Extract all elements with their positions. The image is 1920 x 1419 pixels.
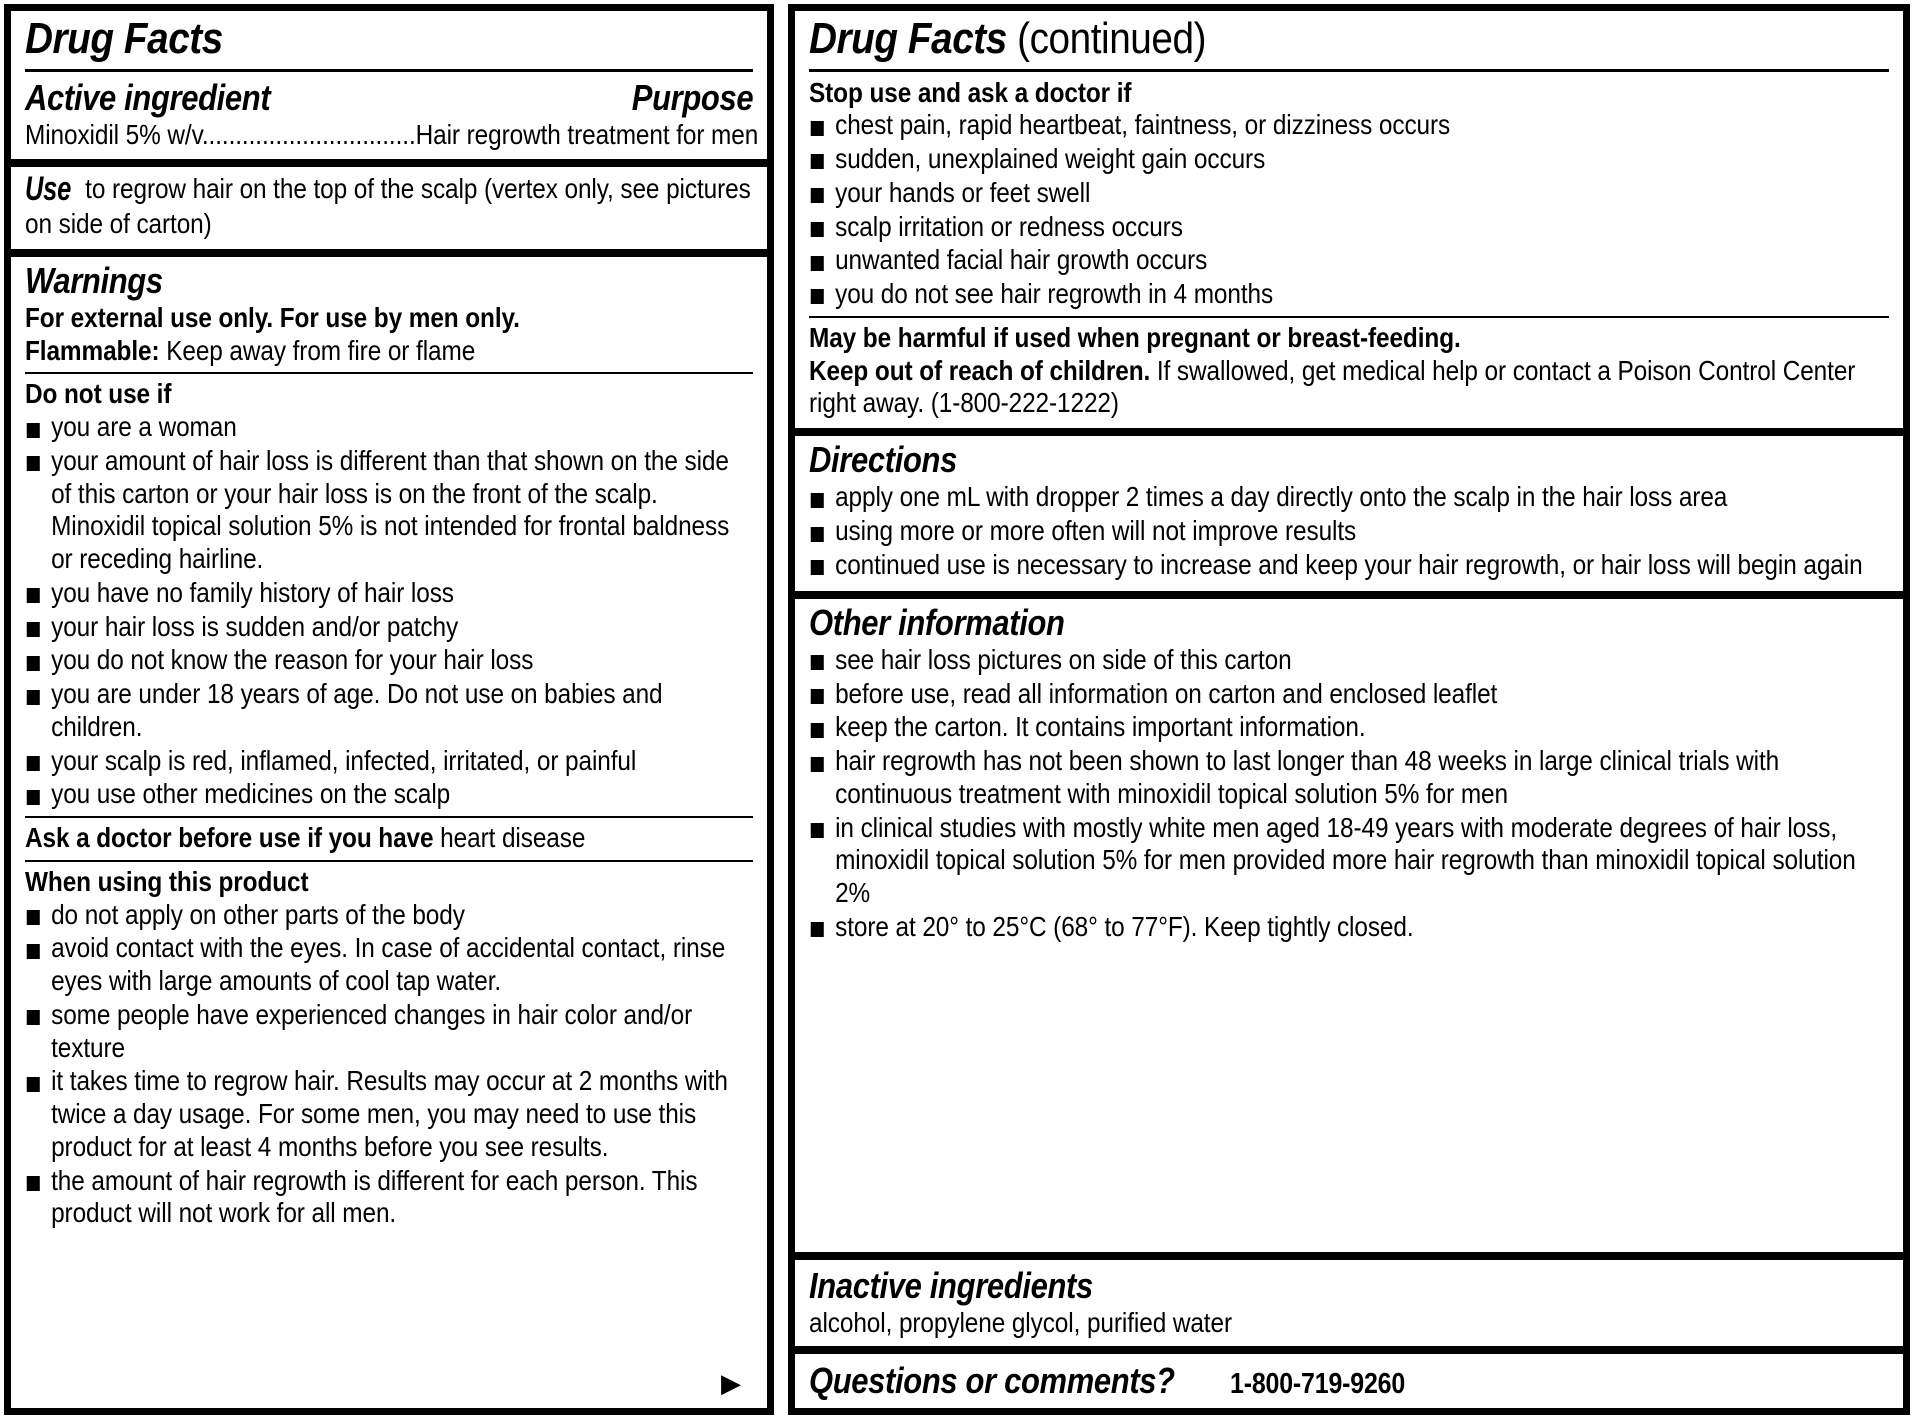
active-ingredient-heading: Active ingredient bbox=[25, 76, 271, 118]
warnings-line-1: For external use only. For use by men only. bbox=[25, 301, 520, 333]
when-using-heading: When using this product bbox=[25, 865, 309, 897]
do-not-use-heading: Do not use if bbox=[25, 378, 172, 410]
keep-out-label: Keep out of reach of children. bbox=[809, 354, 1151, 386]
list-item: scalp irritation or redness occurs bbox=[809, 211, 1889, 244]
panel-questions bbox=[795, 1346, 1903, 1408]
left-column bbox=[4, 4, 774, 1415]
flammable-text: Keep away from fire or flame bbox=[166, 334, 476, 366]
panel-title-stop-use bbox=[795, 11, 1903, 428]
list-item: your hands or feet swell bbox=[809, 177, 1889, 210]
list-item: hair regrowth has not been shown to last longer than 48 weeks in large clinical trials with continuous treatment with minoxidil topical solution 5% for men bbox=[809, 745, 1889, 811]
flammable-label: Flammable: bbox=[25, 334, 160, 366]
use-block bbox=[25, 171, 753, 241]
other-information-heading: Other information bbox=[809, 601, 1065, 643]
page-title-continued-suffix: (continued) bbox=[1006, 14, 1207, 63]
keep-out-text: If swallowed, get medical help or contact a Poison Control Center right away. (1-800-222-1222) bbox=[809, 354, 1856, 419]
active-ingredient-line: Minoxidil 5% w/v................................Hair regrowth treatment for men bbox=[25, 118, 759, 150]
directions-list bbox=[809, 481, 1889, 581]
divider bbox=[25, 860, 753, 862]
list-item: continued use is necessary to increase and keep your hair regrowth, or hair loss will begin again bbox=[809, 549, 1889, 582]
other-information-list bbox=[809, 644, 1889, 944]
when-using-list bbox=[25, 899, 753, 1231]
purpose-heading: Purpose bbox=[631, 76, 753, 118]
ask-doctor-block bbox=[25, 822, 753, 855]
list-item: you have no family history of hair loss bbox=[25, 577, 753, 610]
list-item: your amount of hair loss is different than that shown on the side of this carton or your hair loss is on the front of the scalp. Minoxidil topical solution 5% is not intended for frontal baldness or receding hairline. bbox=[25, 445, 753, 576]
list-item: it takes time to regrow hair. Results may occur at 2 months with twice a day usage. For some men, you may need to use this product for at least 4 months before you see results. bbox=[25, 1065, 753, 1163]
list-item: store at 20° to 25°C (68° to 77°F). Keep tightly closed. bbox=[809, 911, 1889, 944]
list-item: do not apply on other parts of the body bbox=[25, 899, 753, 932]
panel-use bbox=[11, 159, 767, 249]
questions-row bbox=[809, 1360, 1889, 1402]
page-title-continued bbox=[809, 15, 1759, 63]
directions-heading: Directions bbox=[809, 439, 957, 481]
list-item: see hair loss pictures on side of this carton bbox=[809, 644, 1889, 677]
list-item: unwanted facial hair growth occurs bbox=[809, 244, 1889, 277]
divider bbox=[25, 69, 753, 72]
panel-other-information bbox=[795, 591, 1903, 1252]
inactive-ingredients-text: alcohol, propylene glycol, purified water bbox=[809, 1307, 1232, 1339]
list-item: before use, read all information on carton and enclosed leaflet bbox=[809, 678, 1889, 711]
warnings-flammable bbox=[25, 335, 753, 368]
inactive-ingredients-heading: Inactive ingredients bbox=[809, 1264, 1093, 1306]
divider bbox=[809, 316, 1889, 318]
panel-inactive-ingredients bbox=[795, 1252, 1903, 1346]
ask-doctor-label: Ask a doctor before use if you have bbox=[25, 822, 434, 854]
divider bbox=[809, 69, 1889, 72]
list-item: some people have experienced changes in hair color and/or texture bbox=[25, 999, 753, 1065]
pregnancy-warning: May be harmful if used when pregnant or breast-feeding. bbox=[809, 321, 1461, 353]
list-item: keep the carton. It contains important information. bbox=[809, 711, 1889, 744]
list-item: the amount of hair regrowth is different for each person. This product will not work for all men. bbox=[25, 1165, 753, 1231]
list-item: you do not know the reason for your hair loss bbox=[25, 644, 753, 677]
active-ingredient-heading-row bbox=[25, 77, 753, 119]
list-item: your hair loss is sudden and/or patchy bbox=[25, 611, 753, 644]
continued-arrow-icon: ▶ bbox=[721, 1368, 741, 1398]
stop-use-list bbox=[809, 109, 1889, 311]
page-title-main: Drug Facts bbox=[809, 14, 1007, 63]
questions-phone: 1-800-719-9260 bbox=[1230, 1368, 1406, 1400]
list-item: apply one mL with dropper 2 times a day directly onto the scalp in the hair loss area bbox=[809, 481, 1889, 514]
questions-label: Questions or comments? bbox=[809, 1360, 1175, 1401]
list-item: sudden, unexplained weight gain occurs bbox=[809, 143, 1889, 176]
use-heading: Use bbox=[25, 169, 72, 208]
list-item: you are a woman bbox=[25, 411, 753, 444]
list-item: your scalp is red, inflamed, infected, irritated, or painful bbox=[25, 745, 753, 778]
list-item: in clinical studies with mostly white men aged 18-49 years with moderate degrees of hair loss, minoxidil topical solution 5% for men provided more hair regrowth than minoxidil topical solution 2% bbox=[809, 812, 1889, 910]
warnings-heading: Warnings bbox=[25, 259, 163, 301]
use-text: to regrow hair on the top of the scalp (vertex only, see pictures on side of carton) bbox=[25, 172, 751, 239]
list-item: avoid contact with the eyes. In case of accidental contact, rinse eyes with large amounts of cool tap water. bbox=[25, 932, 753, 998]
list-item: using more or more often will not improve results bbox=[809, 515, 1889, 548]
panel-title-active-ingredient bbox=[11, 11, 767, 159]
list-item: you are under 18 years of age. Do not use on babies and children. bbox=[25, 678, 753, 744]
page-title: Drug Facts bbox=[25, 14, 223, 63]
divider bbox=[25, 816, 753, 818]
list-item: you do not see hair regrowth in 4 months bbox=[809, 278, 1889, 311]
stop-use-heading: Stop use and ask a doctor if bbox=[809, 76, 1132, 108]
list-item: you use other medicines on the scalp bbox=[25, 778, 753, 811]
divider bbox=[25, 372, 753, 374]
ask-doctor-text: heart disease bbox=[440, 822, 586, 854]
list-item: chest pain, rapid heartbeat, faintness, or dizziness occurs bbox=[809, 109, 1889, 142]
panel-warnings bbox=[11, 249, 767, 1408]
panel-directions bbox=[795, 428, 1903, 591]
keep-out-of-reach-block bbox=[809, 355, 1889, 421]
do-not-use-list bbox=[25, 411, 753, 811]
right-column bbox=[788, 4, 1910, 1415]
